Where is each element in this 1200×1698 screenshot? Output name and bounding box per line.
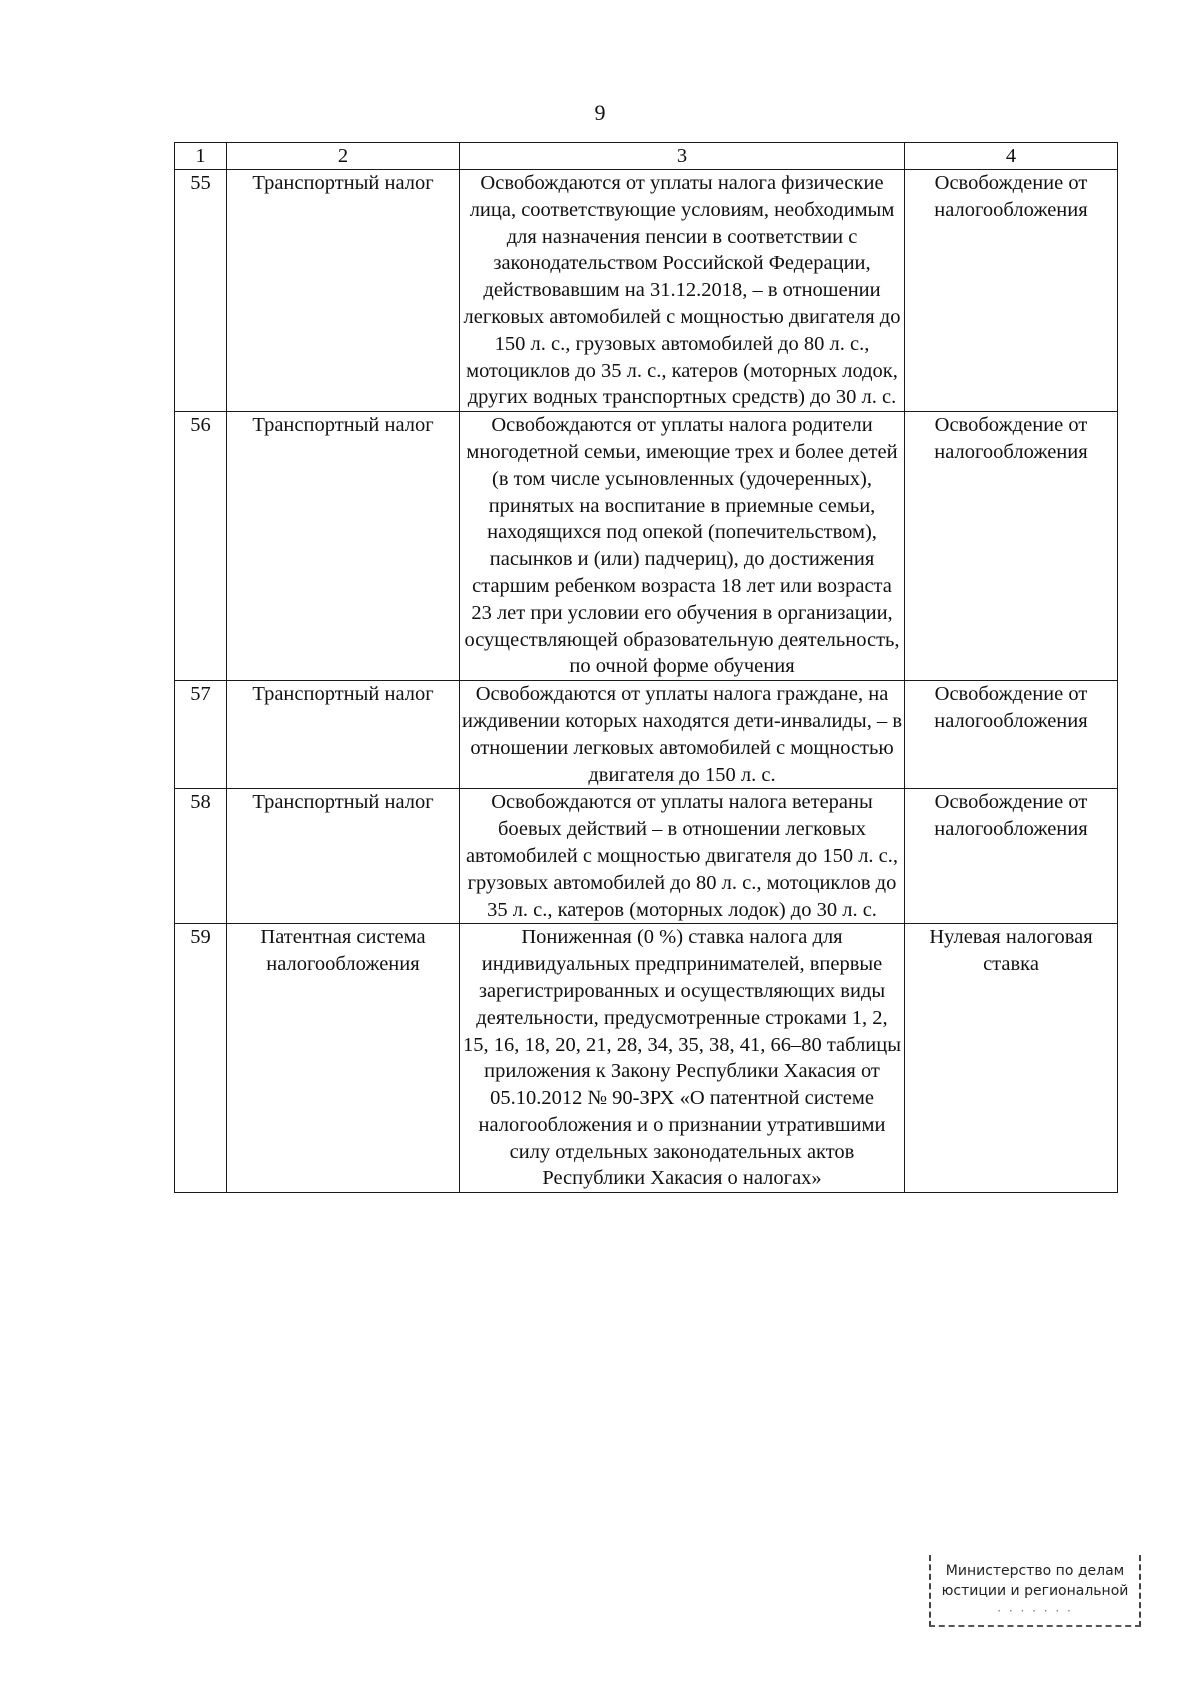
stamp-line: · · · · · · · (997, 1604, 1073, 1618)
benefit-description: Освобождаются от уплаты налога физические лица, соответствующие условиям, необходимым для назначения пенсии в соответствии с законодательством Российской Федерации, действовавшим на 31.12.2018, – в отношении легковых автомобилей с мощностью двигателя до 150 л. с., грузовых автомобилей до 80 л. с., мотоциклов до 35 л. с., катеров (моторных лодок, других водных транспортных средств) до 30 л. с. (460, 170, 905, 412)
benefit-type: Освобождение от налогообложения (905, 681, 1118, 789)
column-header: 3 (460, 143, 905, 170)
table-row (175, 170, 1118, 412)
column-header: 1 (175, 143, 227, 170)
tax-name: Транспортный налог (227, 789, 460, 924)
stamp-line: юстиции и региональной (941, 1583, 1129, 1599)
row-number: 56 (175, 412, 227, 681)
column-header: 4 (905, 143, 1118, 170)
column-header: 2 (227, 143, 460, 170)
page-number: 9 (594, 100, 606, 125)
benefit-description: Пониженная (0 %) ставка налога для индивидуальных предпринимателей, впервые зарегистрированных и осуществляющих виды деятельности, предусмотренные строками 1, 2, 15, 16, 18, 20, 21, 28, 34, 35, 38, 41, 66–80 таблицы приложения к Закону Республики Хакасия от 05.10.2012 № 90-ЗРХ «О патентной системе налогообложения и о признании утратившими силу отдельных законодательных актов Республики Хакасия о налогах» (460, 924, 905, 1193)
tax-name: Транспортный налог (227, 681, 460, 789)
row-number: 59 (175, 924, 227, 1193)
row-number: 58 (175, 789, 227, 924)
table-row (175, 412, 1118, 681)
benefit-description: Освобождаются от уплаты налога граждане, на иждивении которых находятся дети-инвалиды, – в отношении легковых автомобилей с мощностью двигателя до 150 л. с. (460, 681, 905, 789)
table-header-row (175, 143, 1118, 170)
row-number: 55 (175, 170, 227, 412)
benefit-description: Освобождаются от уплаты налога родители многодетной семьи, имеющие трех и более детей (в том числе усыновленных (удочеренных), принятых на воспитание в приемные семьи, находящихся под опекой (попечительством), пасынков и (или) падчериц), до достижения старшим ребенком возраста 18 лет или возраста 23 лет при условии его обучения в организации, осуществляющей образовательную деятельность, по очной форме обучения (460, 412, 905, 681)
tax-benefits-table (174, 142, 1118, 1193)
benefit-type: Нулевая налоговая ставка (905, 924, 1118, 1193)
row-number: 57 (175, 681, 227, 789)
stamp-line: Министерство по делам (945, 1563, 1125, 1579)
tax-name: Транспортный налог (227, 412, 460, 681)
benefit-type: Освобождение от налогообложения (905, 789, 1118, 924)
registration-stamp (929, 1555, 1141, 1627)
table-row (175, 681, 1118, 789)
tax-name: Патентная система налогообложения (227, 924, 460, 1193)
table-row (175, 789, 1118, 924)
benefit-type: Освобождение от налогообложения (905, 412, 1118, 681)
tax-name: Транспортный налог (227, 170, 460, 412)
table-row (175, 924, 1118, 1193)
benefit-description: Освобождаются от уплаты налога ветераны боевых действий – в отношении легковых автомобилей с мощностью двигателя до 150 л. с., грузовых автомобилей до 80 л. с., мотоциклов до 35 л. с., катеров (моторных лодок) до 30 л. с. (460, 789, 905, 924)
benefit-type: Освобождение от налогообложения (905, 170, 1118, 412)
